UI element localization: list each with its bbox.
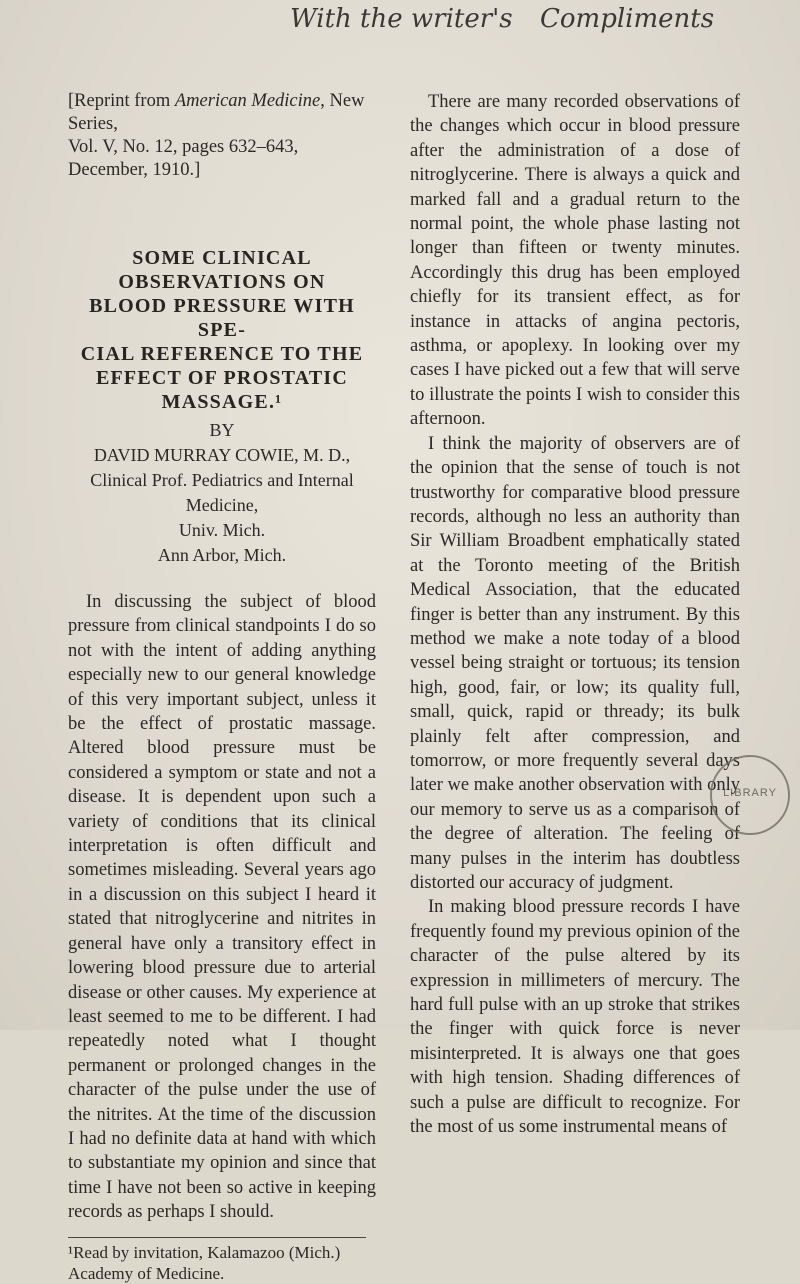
handwritten-inscription <box>290 0 760 40</box>
footnote: ¹Read by invitation, Kalamazoo (Mich.) Academy of Medicine. <box>68 1242 341 1283</box>
right-column <box>410 90 740 1139</box>
author-location: Ann Arbor, Mich. <box>157 545 287 565</box>
paragraph-records: In making blood pressure records I have frequently found my previous opinion of the character of the pulse altered by its expression in millimeters of mercury. The hard full pulse with an up stroke that strikes the finger with quick force is never misinterpreted. It is always one that goes with high tension. Shading differences of such a pulse are difficult to recognize. For the most of us some instrumental means of <box>410 897 740 1138</box>
left-column <box>68 90 376 1284</box>
paragraph-observations: There are many recorded observations of the changes which occur in blood pressure after the administration of a dose of nitroglycerine. There is always a quick and marked fall and a gradual return to the normal point, the whole phase lasting not longer than fifteen or twenty minutes. Accordingly this drug has been employed chiefly for its transient effect, as for instance in attacks of angina pectoris, asthma, or apoplexy. In looking over my cases I have picked out a few that will serve to illustrate the points I wish to consider this afternoon. <box>410 92 740 430</box>
author-affiliation: Clinical Prof. Pediatrics and Internal Medicine, Univ. Mich. <box>90 470 354 540</box>
article-title: SOME CLINICAL OBSERVATIONS ON BLOOD PRESSURE WITH SPE- CIAL REFERENCE TO THE EFFECT OF PROSTATIC MASSAGE.¹ <box>80 247 364 413</box>
author-name: DAVID MURRAY COWIE, M. D., <box>93 445 351 465</box>
paragraph-intro: In discussing the subject of blood pressure from clinical standpoints I do so not with the intent of adding anything especially new to our general knowledge of this very important subject, unless it be the effect of prostatic massage. Altered blood pressure must be considered a symptom or state and not a disease. It is dependent upon such a variety of conditions that its clinical interpretation is often difficult and sometimes misleading. Several years ago in a discussion on this subject I heard it stated that nitroglycerine and nitrites in general have only a transitory effect in lowering blood pressure due to arterial disease or other causes. My experience at least seemed to me to be different. I had repeatedly noted what I thought permanent or prolonged changes in the character of the pulse under the use of the nitrites. At the time of the discussion I had no definite data at hand with which to substantiate my opinion and since that time I have not been so active in keeping records as perhaps I should. <box>68 592 376 1223</box>
inscription-left: With the writer's <box>290 4 513 34</box>
reprint-header: [Reprint from American Medicine, New Series, Vol. V, No. 12, pages 632–643, December, 1910.] <box>68 91 365 180</box>
paragraph-touch: I think the majority of observers are of the opinion that the sense of touch is not trustworthy for comparative blood pressure records, although no less an authority than Sir William Broadbent emphatically stated at the Toronto meeting of the British Medical Association, that the educated finger is better than any instrument. By this method we make a note today of a blood vessel being straight or tortuous; its tension high, good, fair, or low; its quality full, small, quick, rapid or thready; its bulk plainly felt after compression, and tomorrow, or more frequently several days later we make another observation with only our memory to serve us as a comparison of the degree of alteration. The feeling of many pulses in the interim has doubtless distorted our accuracy of judgment. <box>410 433 740 893</box>
footnote-rule <box>68 1237 366 1238</box>
inscription-right: Compliments <box>540 4 715 34</box>
byline: BY <box>209 420 235 440</box>
library-stamp: LIBRARY <box>710 755 790 835</box>
